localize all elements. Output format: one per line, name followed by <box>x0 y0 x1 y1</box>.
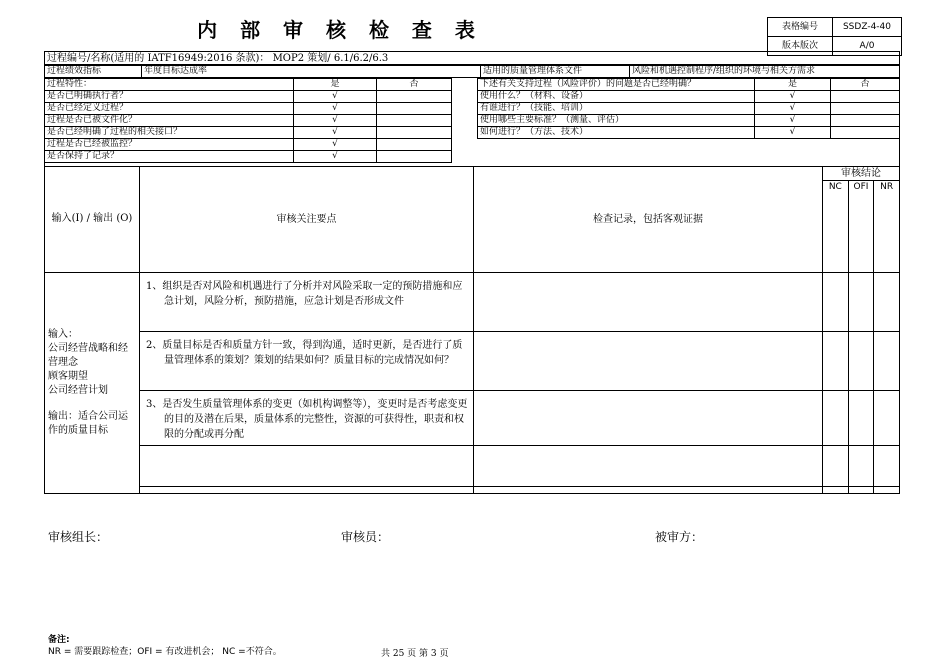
io-line: 输入： <box>48 328 78 340</box>
check-mark: √ <box>294 151 377 163</box>
qms-label: 适用的质量管理体系文件 <box>481 66 630 78</box>
io-header: 输入(I) / 输出 (O) <box>45 167 140 273</box>
audit-point: 1、组织是否对风险和机遇进行了分析并对风险采取一定的预防措施和应急计划，风险分析，预防措施，应急计划是否形成文件 <box>140 272 474 331</box>
record-cell[interactable] <box>474 272 823 331</box>
io-line: 公司经营计划 <box>48 384 108 396</box>
process-header: 过程编号/名称(适用的 IATF16949:2016 条款)： MOP2 策划/ 6.1/6.2/6.3 <box>45 52 900 65</box>
page-info: 共 25 页 第 3 页 <box>381 649 449 659</box>
left-check-question: 过程是否已经被监控？ <box>45 139 294 151</box>
left-check-question: 过程是否已被文件化？ <box>45 115 294 127</box>
audit-point: 3、是否发生质量管理体系的变更（如机构调整等），变更时是否考虑变更的目的及潜在后果，质量体系的完整性，资源的可获得性，职责和权限的分配或再分配 <box>140 390 474 445</box>
check-mark: √ <box>294 103 377 115</box>
ofi-cell[interactable] <box>848 272 874 331</box>
left-check-header: 过程特性： <box>45 79 294 91</box>
audit-table <box>44 166 900 494</box>
ofi-header: OFI <box>848 181 874 273</box>
right-check-question: 使用哪些主要标准？（测量、评估） <box>478 115 755 127</box>
left-check-question: 是否保持了记录？ <box>45 151 294 163</box>
notes-text: NR = 需要跟踪检查；OFI = 有改进机会； NC =不符合。 <box>48 647 282 657</box>
right-check-question: 使用什么？（材料、设备） <box>478 91 755 103</box>
check-mark: √ <box>755 115 831 127</box>
right-no-header: 否 <box>831 79 900 91</box>
nr-cell[interactable] <box>874 272 900 331</box>
record-cell[interactable] <box>474 445 823 486</box>
left-check-question: 是否已经定义过程？ <box>45 103 294 115</box>
perf-row <box>44 65 900 78</box>
form-version-label: 版本版次 <box>768 37 833 56</box>
io-line: 输出：适合公司运作的质量目标 <box>48 410 128 436</box>
check-mark: √ <box>755 127 831 139</box>
io-spacer <box>48 398 136 410</box>
perf-value: 年度目标达成率 <box>142 66 481 78</box>
io-cell <box>45 272 140 493</box>
nr-cell[interactable] <box>874 331 900 390</box>
notes-title: 备注: <box>48 635 70 645</box>
qms-value: 风险和机遇控制程序/组织的环境与相关方需求 <box>630 66 900 78</box>
nr-cell[interactable] <box>874 445 900 486</box>
check-mark: √ <box>294 127 377 139</box>
record-header: 检查记录，包括客观证据 <box>474 167 823 273</box>
right-check-question: 有谁进行？（技能、培训） <box>478 103 755 115</box>
nc-cell[interactable] <box>823 331 849 390</box>
nc-cell[interactable] <box>823 390 849 445</box>
audit-point: 2、质量目标是否和质量方针一致，得到沟通，适时更新，是否进行了质量管理体系的策划？策划的结果如何？质量目标的完成情况如何？ <box>140 331 474 390</box>
left-yes-header: 是 <box>294 79 377 91</box>
left-check-question: 是否已经明确了过程的相关接口？ <box>45 127 294 139</box>
check-mark: √ <box>294 115 377 127</box>
ofi-cell[interactable] <box>848 331 874 390</box>
leader-signature-label: 审核组长： <box>48 530 109 544</box>
perf-label: 过程绩效指标 <box>45 66 142 78</box>
left-check-table <box>44 78 452 163</box>
left-check-question: 是否已明确执行者？ <box>45 91 294 103</box>
focus-header: 审核关注要点 <box>140 167 474 273</box>
conclusion-header: 审核结论 <box>823 167 900 181</box>
check-mark: √ <box>755 103 831 115</box>
nr-header: NR <box>874 181 900 273</box>
nc-header: NC <box>823 181 849 273</box>
right-check-table <box>477 78 900 139</box>
check-mark: √ <box>294 139 377 151</box>
check-mark: √ <box>755 91 831 103</box>
ofi-cell[interactable] <box>848 390 874 445</box>
auditee-signature-label: 被审方： <box>655 530 704 544</box>
left-no-header: 否 <box>377 79 452 91</box>
form-version-value: A/0 <box>833 37 902 56</box>
right-yes-header: 是 <box>755 79 831 91</box>
ofi-cell[interactable] <box>848 486 874 493</box>
io-line: 公司经营战略和经营理念 <box>48 342 128 368</box>
record-cell[interactable] <box>474 331 823 390</box>
right-check-header: 下述有关支持过程（风险评价）的问题是否已经明确？ <box>478 79 755 91</box>
record-cell[interactable] <box>474 486 823 493</box>
right-check-question: 如何进行？（方法、技术） <box>478 127 755 139</box>
nc-cell[interactable] <box>823 272 849 331</box>
io-line: 顾客期望 <box>48 370 88 382</box>
record-cell[interactable] <box>474 390 823 445</box>
notes <box>48 634 282 658</box>
process-header-table <box>44 51 900 65</box>
check-mark: √ <box>294 91 377 103</box>
nc-cell[interactable] <box>823 445 849 486</box>
form-code-value: SSDZ-4-40 <box>833 18 902 37</box>
auditor-signature-label: 审核员： <box>341 530 390 544</box>
nc-cell[interactable] <box>823 486 849 493</box>
form-code-label: 表格编号 <box>768 18 833 37</box>
nr-cell[interactable] <box>874 486 900 493</box>
empty-point[interactable] <box>140 445 474 486</box>
ofi-cell[interactable] <box>848 445 874 486</box>
nr-cell[interactable] <box>874 390 900 445</box>
empty-point[interactable] <box>140 486 474 493</box>
page-title: 内 部 审 核 检 查 表 <box>197 18 483 42</box>
